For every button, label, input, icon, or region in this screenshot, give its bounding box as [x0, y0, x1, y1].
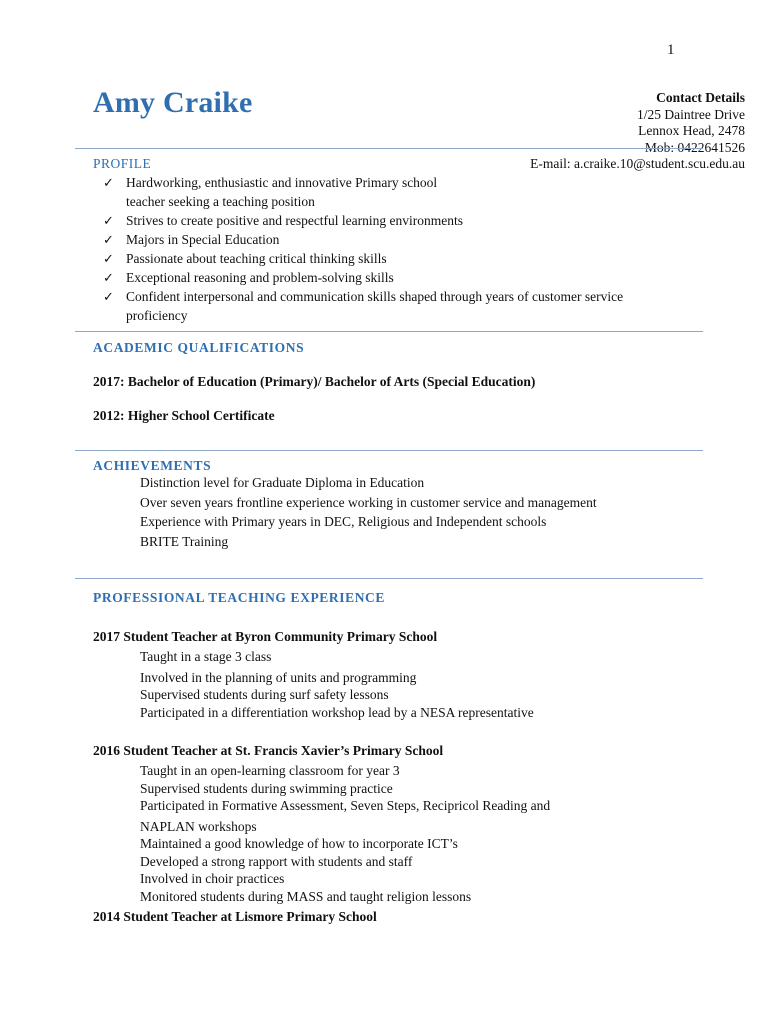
experience-heading: PROFESSIONAL TEACHING EXPERIENCE	[93, 590, 386, 605]
duty-item: Monitored students during MASS and taught religion lessons	[140, 888, 472, 904]
achievement-item: Distinction level for Graduate Diploma in Education	[140, 475, 425, 490]
achievements-heading: ACHIEVEMENTS	[93, 458, 212, 473]
profile-heading: PROFILE	[93, 156, 152, 171]
profile-item: ✓ Strives to create positive and respectful learning environments	[103, 213, 464, 228]
academic-heading: ACADEMIC QUALIFICATIONS	[93, 340, 305, 355]
checkmark-icon: ✓	[103, 251, 114, 266]
checkmark-icon: ✓	[103, 213, 114, 228]
duty-item: Participated in a differentiation workshop lead by a NESA representative	[140, 704, 534, 720]
contact-address-line-2: Lennox Head, 2478	[638, 123, 745, 138]
profile-list	[103, 173, 683, 325]
contact-email: E-mail: a.craike.10@student.scu.edu.au	[530, 156, 745, 171]
profile-item: ✓ Confident interpersonal and communication skills shaped through years of customer service proficiency	[103, 289, 624, 323]
duty-item: NAPLAN workshops	[140, 818, 257, 834]
page-number: 1	[667, 42, 675, 58]
achievement-item: Experience with Primary years in DEC, Religious and Independent schools	[140, 514, 547, 529]
profile-item: ✓ Exceptional reasoning and problem-solving skills	[103, 270, 394, 285]
contact-title: Contact Details	[656, 90, 745, 105]
achievements-list	[140, 473, 597, 551]
duty-item: Participated in Formative Assessment, Seven Steps, Recipricol Reading and	[140, 798, 551, 813]
profile-item: ✓ Passionate about teaching critical thinking skills	[103, 251, 387, 266]
duty-item: Taught in a stage 3 class	[140, 649, 272, 664]
checkmark-icon: ✓	[103, 270, 114, 285]
duty-item: Developed a strong rapport with students and staff	[140, 853, 413, 869]
contact-details	[530, 90, 745, 173]
section-divider	[75, 578, 703, 579]
achievement-item: Over seven years frontline experience working in customer service and management	[140, 494, 597, 510]
candidate-name: Amy Craike	[93, 86, 253, 119]
duty-item: Maintained a good knowledge of how to incorporate ICT’s	[140, 836, 458, 851]
job-title: 2017 Student Teacher at Byron Community Primary School	[93, 629, 438, 644]
checkmark-icon: ✓	[103, 232, 114, 247]
checkmark-icon: ✓	[103, 289, 114, 304]
duty-item: Involved in choir practices	[140, 871, 285, 886]
profile-item: ✓ Hardworking, enthusiastic and innovative Primary school teacher seeking a teaching position	[103, 175, 438, 209]
section-divider	[75, 450, 703, 451]
section-divider	[75, 331, 703, 332]
duty-item: Supervised students during surf safety lessons	[140, 687, 389, 702]
duty-item: Taught in an open-learning classroom for year 3	[140, 763, 400, 778]
job-title: 2016 Student Teacher at St. Francis Xavier’s Primary School	[93, 743, 444, 758]
profile-item: ✓ Majors in Special Education	[103, 232, 280, 247]
duty-item: Supervised students during swimming practice	[140, 780, 393, 796]
section-divider	[75, 148, 703, 149]
contact-mobile: Mob: 0422641526	[644, 139, 745, 155]
checkmark-icon: ✓	[103, 175, 114, 190]
job-duties	[140, 648, 534, 721]
achievement-item: BRITE Training	[140, 533, 229, 549]
job-title: 2014 Student Teacher at Lismore Primary School	[93, 909, 377, 924]
duty-item: Involved in the planning of units and programming	[140, 669, 417, 685]
contact-address-line-1: 1/25 Daintree Drive	[637, 106, 745, 122]
qualification-item: 2012: Higher School Certificate	[93, 408, 275, 423]
job-duties	[140, 762, 550, 905]
qualification-item: 2017: Bachelor of Education (Primary)/ Bachelor of Arts (Special Education)	[93, 374, 536, 389]
